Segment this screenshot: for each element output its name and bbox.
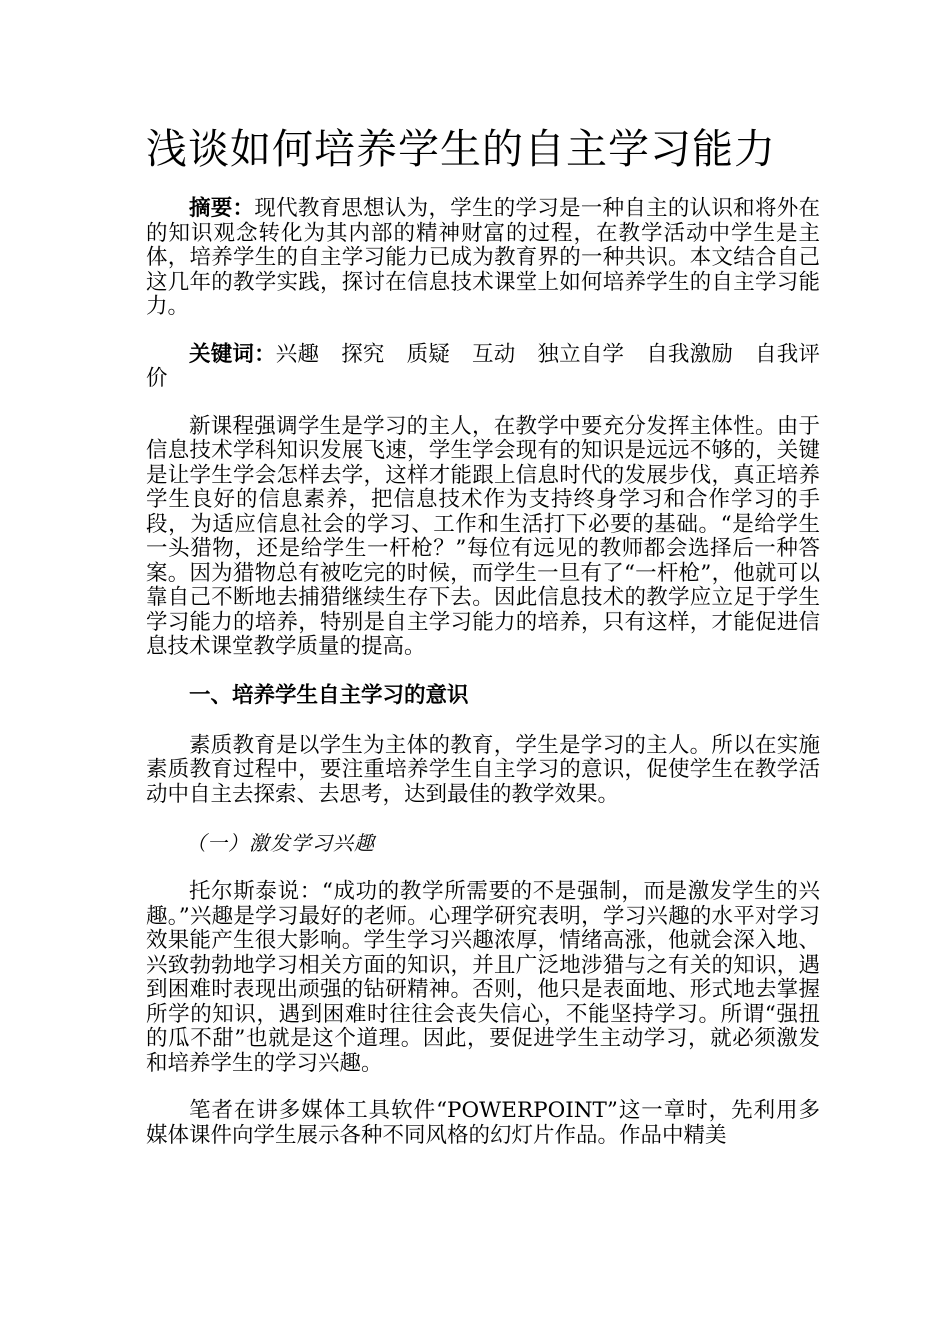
keyword: 自我评价 bbox=[146, 341, 820, 391]
keyword: 兴趣 bbox=[275, 341, 320, 367]
abstract-paragraph bbox=[146, 197, 820, 320]
section-paragraph: 素质教育是以学生为主体的教育，学生是学习的主人。所以在实施素质教育过程中，要注重培养学生自主学习的意识，促使学生在教学活动中自主去探索、去思考，达到最佳的教学效果。 bbox=[146, 732, 820, 807]
keyword: 独立自学 bbox=[537, 341, 625, 367]
document-title: 浅谈如何培养学生的自主学习能力 bbox=[146, 125, 776, 173]
abstract-text: 现代教育思想认为，学生的学习是一种自主的认识和将外在的知识观念转化为其内部的精神财富的过程，在教学活动中学生是主体，培养学生的自主学习能力已成为教育界的一种共识。本文结合自己这几年的教学实践，探讨在信息技术课堂上如何培养学生的自主学习能力。 bbox=[146, 196, 820, 319]
body-paragraph: 托尔斯泰说：“成功的教学所需要的不是强制，而是激发学生的兴趣。”兴趣是学习最好的老师。心理学研究表明，学习兴趣的水平对学习效果能产生很大影响。学生学习兴趣浓厚，情绪高涨，他就会深入地、兴致勃勃地学习相关方面的知识，并且广泛地涉猎与之有关的知识，遇到困难时表现出顽强的钻研精神。否则，他只是表面地、形式地去掌握所学的知识，遇到困难时往往会丧失信心，不能坚持学习。所谓“强扭的瓜不甜”也就是这个道理。因此，要促进学生主动学习，就必须激发和培养学生的学习兴趣。 bbox=[146, 879, 820, 1076]
section-heading: 一、培养学生自主学习的意识 bbox=[189, 682, 469, 708]
keyword: 自我激励 bbox=[646, 341, 734, 367]
keyword: 探究 bbox=[341, 341, 385, 367]
keywords-paragraph bbox=[146, 343, 820, 392]
subsection-heading: （一）激发学习兴趣 bbox=[186, 831, 375, 855]
abstract-label: 摘要： bbox=[189, 196, 255, 221]
keywords-label: 关键词： bbox=[189, 341, 276, 367]
keyword: 质疑 bbox=[406, 341, 451, 367]
intro-paragraph: 新课程强调学生是学习的主人，在教学中要充分发挥主体性。由于信息技术学科知识发展飞速，学生学会现有的知识是远远不够的，关键是让学生学会怎样去学，这样才能跟上信息时代的发展步伐，真正培养学生良好的信息素养，把信息技术作为支持终身学习和合作学习的手段，为适应信息社会的学习、工作和生活打下必要的基础。“是给学生一头猎物，还是给学生一杆枪？”每位有远见的教师都会选择后一种答案。因为猎物总有被吃完的时候，而学生一旦有了“一杆枪”，他就可以靠自己不断地去捕猎继续生存下去。因此信息技术的教学应立足于学生学习能力的培养，特别是自主学习能力的培养，只有这样，才能促进信息技术课堂教学质量的提高。 bbox=[146, 413, 820, 659]
body-paragraph: 笔者在讲多媒体工具软件“POWERPOINT”这一章时，先利用多媒体课件向学生展示各种不同风格的幻灯片作品。作品中精美 bbox=[146, 1098, 820, 1148]
keyword: 互动 bbox=[472, 341, 516, 367]
